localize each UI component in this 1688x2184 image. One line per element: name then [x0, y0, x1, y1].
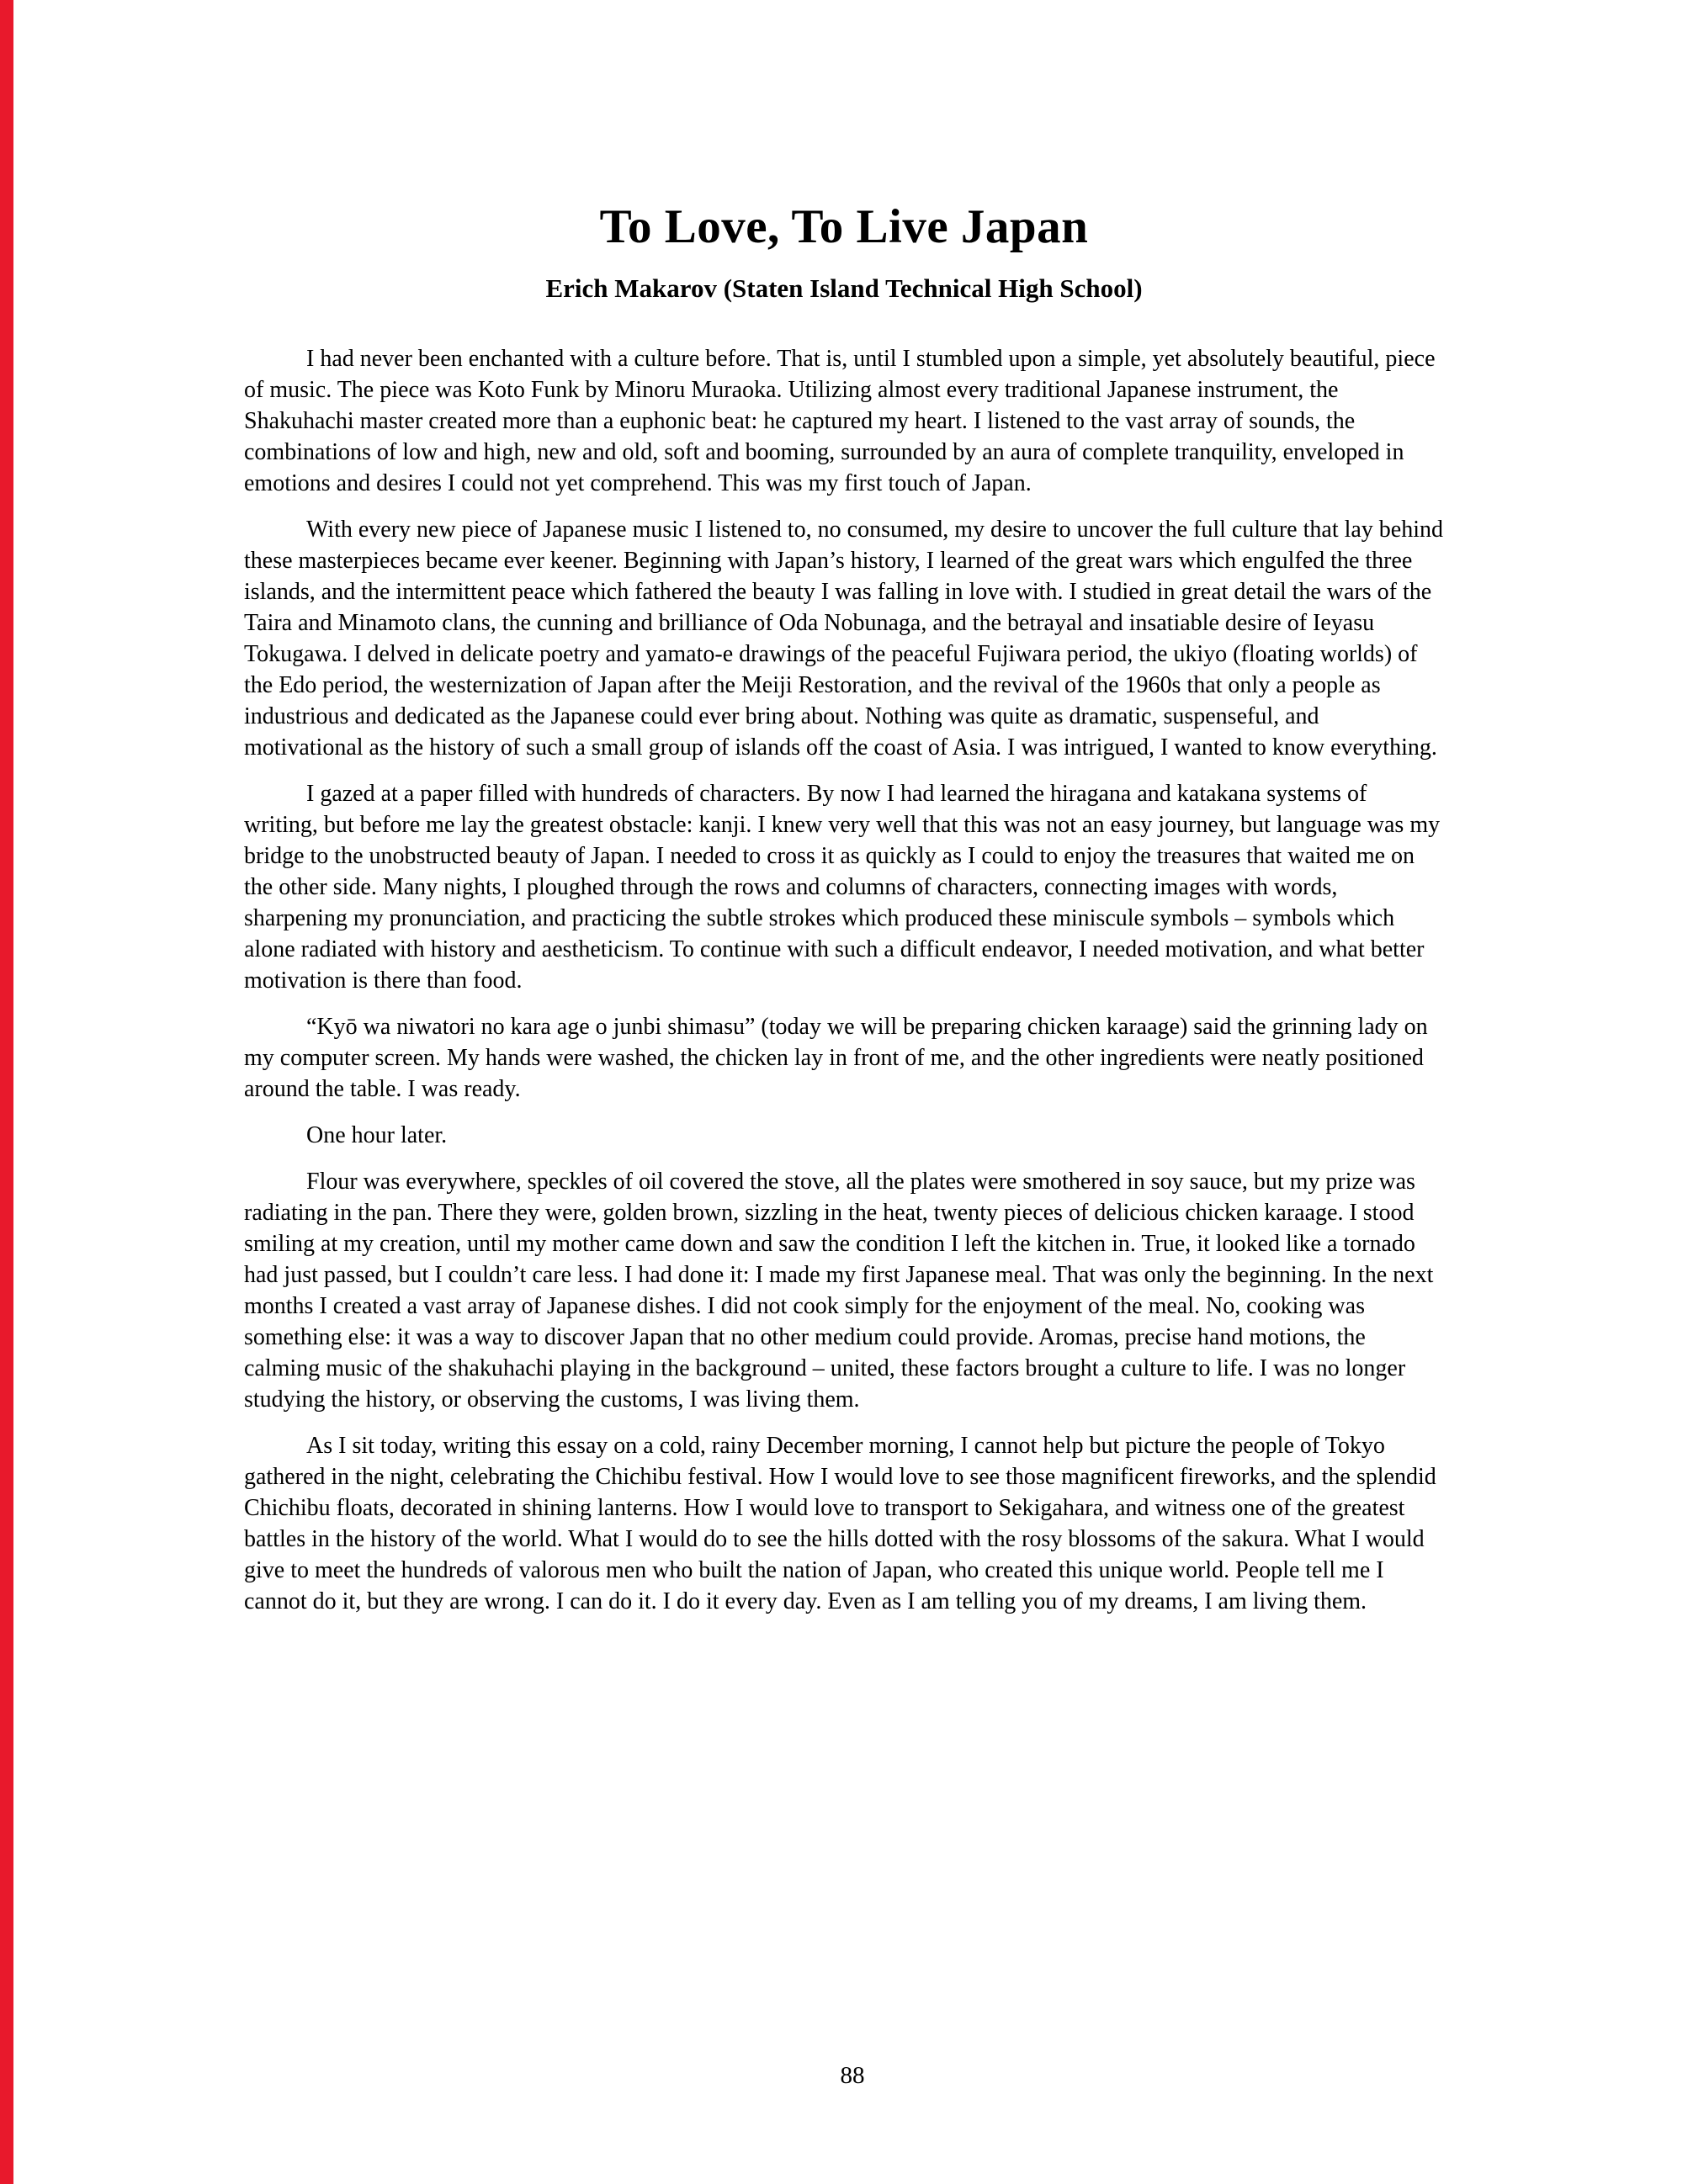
- essay-title: To Love, To Live Japan: [599, 200, 1089, 253]
- essay-body: [244, 343, 1444, 1617]
- essay-byline: Erich Makarov (Staten Island Technical High School): [545, 273, 1143, 303]
- essay-paragraph: I gazed at a paper filled with hundreds of characters. By now I had learned the hiragana and katakana systems of writing, but before me lay the greatest obstacle: kanji. I knew very well that this was not an easy journey, but language was my bridge to the unobstructed beauty of Japan. I needed to cross it as quickly as I could to enjoy the treasures that waited me on the other side. Many nights, I ploughed through the rows and columns of characters, connecting images with words, sharpening my pronunciation, and practicing the subtle strokes which produced these miniscule symbols – symbols which alone radiated with history and aestheticism. To continue with such a difficult endeavor, I needed motivation, and what better motivation is there than food.: [244, 780, 1441, 994]
- essay-paragraph: As I sit today, writing this essay on a cold, rainy December morning, I cannot help but picture the people of Tokyo gathered in the night, celebrating the Chichibu festival. How I would love to see those magnificent fireworks, and the splendid Chichibu floats, decorated in shining lanterns. How I would love to transport to Sekigahara, and witness one of the greatest battles in the history of the world. What I would do to see the hills dotted with the rosy blossoms of the sakura. What I would give to meet the hundreds of valorous men who built the nation of Japan, who created this unique world. People tell me I cannot do it, but they are wrong. I can do it. I do it every day. Even as I am telling you of my dreams, I am living them.: [244, 1432, 1436, 1614]
- essay-paragraph: Flour was everywhere, speckles of oil covered the stove, all the plates were smothered in soy sauce, but my prize was radiating in the pan. There they were, golden brown, sizzling in the heat, twenty pieces of delicious chicken karaage. I stood smiling at my creation, until my mother came down and saw the condition I left the kitchen in. True, it looked like a tornado had just passed, but I couldn’t care less. I had done it: I made my first Japanese meal. That was only the beginning. In the next months I created a vast array of Japanese dishes. I did not cook simply for the enjoyment of the meal. No, cooking was something else: it was a way to discover Japan that no other medium could provide. Aromas, precise hand motions, the calming music of the shakuhachi playing in the background – united, these factors brought a culture to life. I was no longer studying the history, or observing the customs, I was living them.: [244, 1168, 1434, 1413]
- essay-paragraph: I had never been enchanted with a culture before. That is, until I stumbled upon a simple, yet absolutely beautiful, piece of music. The piece was Koto Funk by Minoru Muraoka. Utilizing almost every traditional Japanese instrument, the Shakuhachi master created more than a euphonic beat: he captured my heart. I listened to the vast array of sounds, the combinations of low and high, new and old, soft and booming, surrounded by an aura of complete tranquility, enveloped in emotions and desires I could not yet comprehend. This was my first touch of Japan.: [244, 345, 1436, 496]
- essay-paragraph: One hour later.: [306, 1121, 448, 1148]
- essay-paragraph: “Kyō wa niwatori no kara age o junbi shimasu” (today we will be preparing chicken karaage) said the grinning lady on my computer screen. My hands were washed, the chicken lay in front of me, and the other ingredients were neatly positioned around the table. I was ready.: [244, 1013, 1428, 1102]
- page-number: 88: [840, 2062, 865, 2089]
- essay-paragraph: With every new piece of Japanese music I listened to, no consumed, my desire to uncover the full culture that lay behind these masterpieces became ever keener. Beginning with Japan’s history, I learned of the great wars which engulfed the three islands, and the intermittent peace which fathered the beauty I was falling in love with. I studied in great detail the wars of the Taira and Minamoto clans, the cunning and brilliance of Oda Nobunaga, and the betrayal and insatiable desire of Ieyasu Tokugawa. I delved in delicate poetry and yamato-e drawings of the peaceful Fujiwara period, the ukiyo (floating worlds) of the Edo period, the westernization of Japan after the Meiji Restoration, and the revival of the 1960s that only a people as industrious and dedicated as the Japanese could ever bring about. Nothing was quite as dramatic, suspenseful, and motivational as the history of such a small group of islands off the coast of Asia. I was intrigued, I wanted to know everything.: [244, 516, 1444, 761]
